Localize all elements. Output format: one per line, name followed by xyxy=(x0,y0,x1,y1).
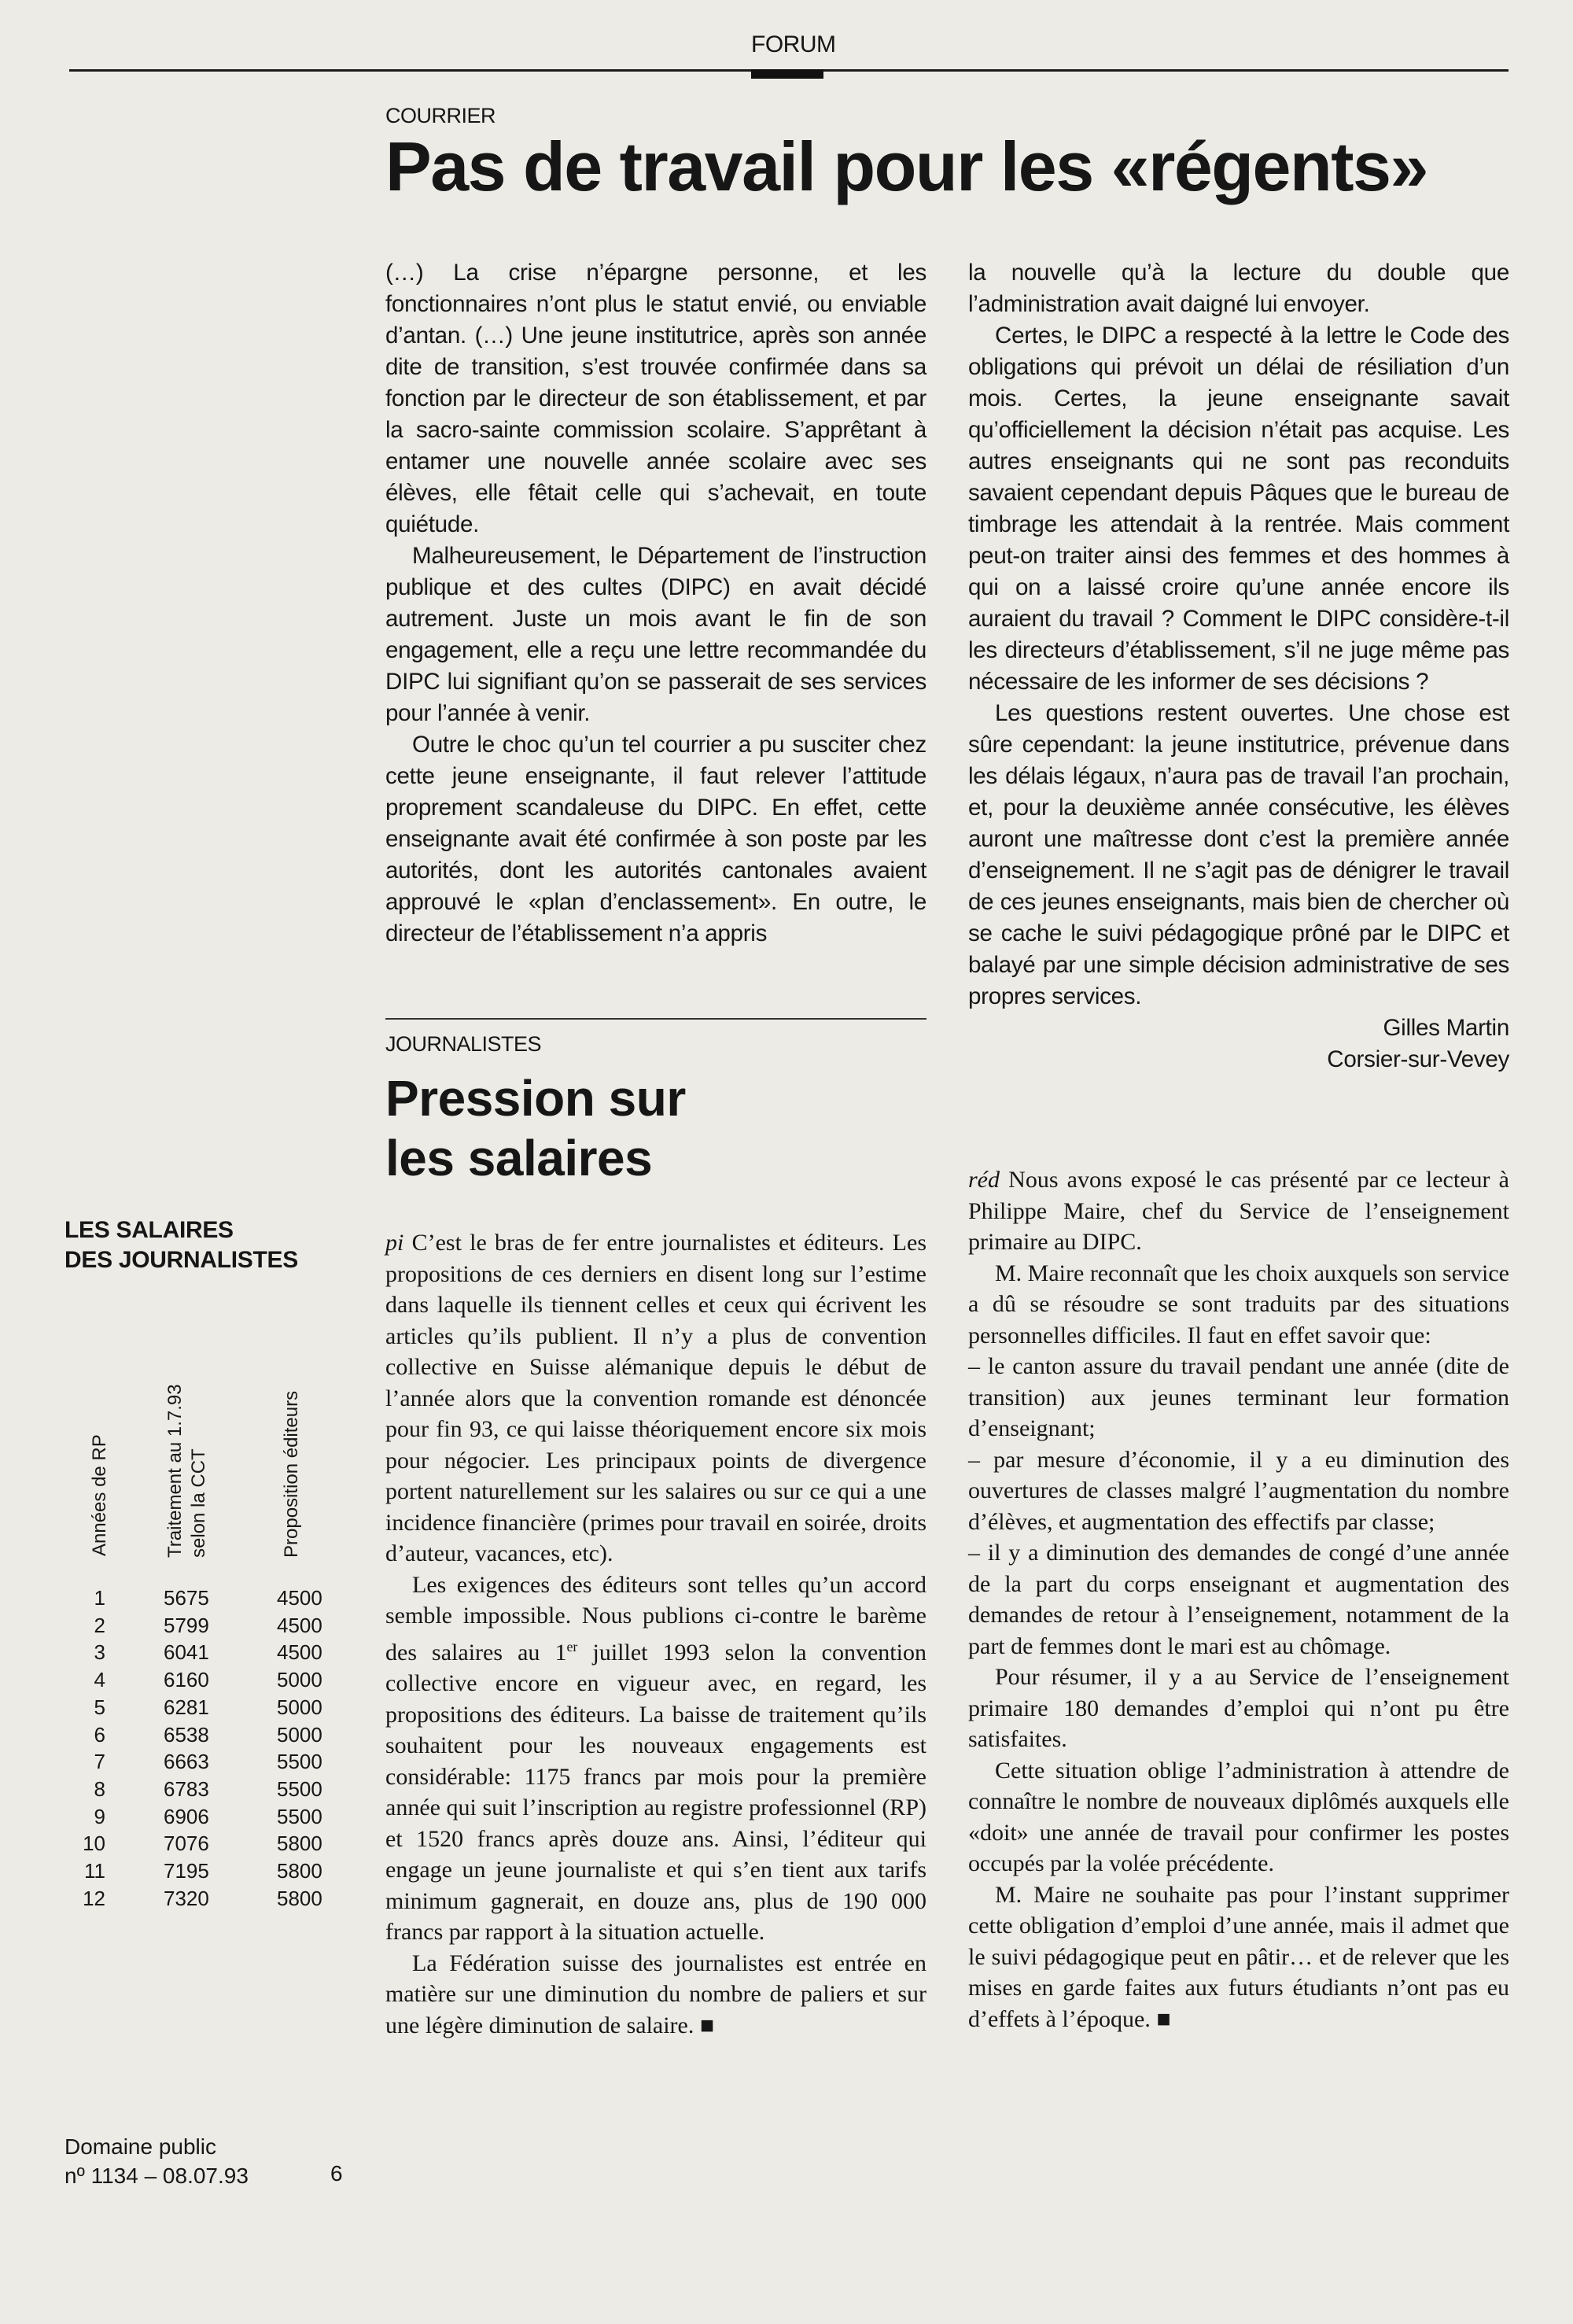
table-row xyxy=(64,1750,348,1776)
editors-proposal-cell: 5800 xyxy=(277,1859,322,1883)
years-cell: 10 xyxy=(83,1832,105,1856)
journalists-paragraph: Les exigences des éditeurs sont telles qu’un accord semble impossible. Nous publions ci-contre le barème des salaires au 1er juillet 1993 selon la convention collective encore en vigueur avec, en regard, les propositions des éditeurs. La baisse de traitement qu’ils souhaitent pour les nouveaux engagements est considérable: 1175 francs par mois pour la première année qui suit l’inscription au registre professionnel (RP) et 1520 francs après douze ans. Ainsi, l’éditeur qui engage un jeune journaliste et qui s’en tient aux tarifs minimum gagnerait, en douze ans, plus de 190 000 francs par rapport à la situation actuelle. xyxy=(385,1571,926,1945)
journalists-tag: pi xyxy=(385,1230,404,1256)
editors-proposal-cell: 5000 xyxy=(277,1722,322,1747)
editors-proposal-cell: 4500 xyxy=(277,1640,322,1665)
editors-proposal-cell: 5000 xyxy=(277,1695,322,1719)
letter-paragraph: (…) La crise n’épargne personne, et les fonctionnaires n’ont plus le statut envié, ou enviable d’antan. (…) Une jeune institutrice, après son année dite de transition, s’est trouvée confirmée dans sa fonction par le directeur de son établissement, et par la sacro-sainte commission scolaire. S’apprêtant à entamer une nouvelle année scolaire avec ses élèves, elle fêtait celle qui s’achevait, en toute quiétude. xyxy=(385,260,926,537)
journalists-paragraph: La Fédération suisse des journalistes est entrée en matière sur une diminution du nombre de paliers et sur une légère diminution de salaire. ■ xyxy=(385,1950,926,2038)
years-cell: 5 xyxy=(94,1695,105,1719)
letter-paragraph: Outre le choc qu’un tel courrier a pu susciter chez cette jeune enseignante, il faut relever l’attitude proprement scandaleuse du DIPC. En effet, cette enseignante avait été confirmée à son poste par les autorités, dont les autorités cantonales avaient approuvé le «plan d’enclassement». En outre, le directeur de l’établissement n’a appris xyxy=(385,732,926,946)
letter-paragraph: Malheureusement, le Département de l’instruction publique et des cultes (DIPC) en avait décidé autrement. Juste un mois avant le fin de son engagement, elle a reçu une lettre recommandée du DIPC lui signifiant qu’on se passerait de ses services pour l’année à venir. xyxy=(385,543,926,726)
table-row xyxy=(64,1586,348,1612)
letter-paragraph: Certes, le DIPC a respecté à la lettre le Code des obligations qui prévoit un délai de résiliation d’un mois. Certes, la jeune enseignante savait qu’officiellement la décision n’était pas acquise. Les autres enseignants qui ne sont pas reconduits savaient cependant depuis Pâques que le bureau de timbrage les attendait à la rentrée. Mais comment peut-on traiter ainsi des femmes et des hommes à qui on a laissé croire qu’une année encore ils auraient du travail ? Comment le DIPC considère-t-il les directeurs d’établissement, s’il ne juge même pas nécessaire de les informer de ses décisions ? xyxy=(968,323,1509,695)
years-cell: 3 xyxy=(94,1640,105,1665)
table-row xyxy=(64,1887,348,1913)
years-cell: 7 xyxy=(94,1750,105,1774)
cct-salary-cell: 7320 xyxy=(164,1886,209,1910)
letter-column-left xyxy=(385,257,926,950)
journalists-column xyxy=(385,1227,926,2041)
section-divider xyxy=(385,1018,926,1020)
response-list-item: – le canton assure du travail pendant une année (dite de transition) aux jeunes terminant leur formation d’enseignant; xyxy=(968,1353,1509,1441)
journalists-title: Pression sur les salaires xyxy=(385,1070,686,1186)
table-row xyxy=(64,1832,348,1857)
response-paragraph: Cette situation oblige l’administration à attendre de connaître le nombre de nouveaux diplômés auxquels elle «doit» une année de travail pour confirmer les postes occupés par la volée précédente. xyxy=(968,1757,1509,1876)
footer xyxy=(64,2132,249,2190)
letter-kicker: COURRIER xyxy=(385,104,496,127)
years-cell: 1 xyxy=(94,1586,105,1610)
years-cell: 2 xyxy=(94,1613,105,1637)
table-row xyxy=(64,1668,348,1694)
page-number: 6 xyxy=(330,2161,343,2186)
table-row xyxy=(64,1614,348,1640)
signature-place: Corsier-sur-Vevey xyxy=(1327,1046,1509,1072)
editors-proposal-cell: 5500 xyxy=(277,1804,322,1828)
cct-salary-cell: 6783 xyxy=(164,1776,209,1801)
editors-proposal-cell: 5800 xyxy=(277,1886,322,1910)
signature-name: Gilles Martin xyxy=(1383,1015,1509,1041)
years-cell: 9 xyxy=(94,1804,105,1828)
letter-title: Pas de travail pour les «régents» xyxy=(385,127,1427,205)
years-cell: 11 xyxy=(84,1859,105,1883)
response-column xyxy=(968,1164,1509,2034)
letter-column-right xyxy=(968,257,1509,1075)
table-row xyxy=(64,1723,348,1749)
table-row xyxy=(64,1777,348,1803)
publication-name: Domaine public xyxy=(64,2134,216,2159)
cct-salary-cell: 7195 xyxy=(164,1859,209,1883)
salary-col-header-years: Années de RP xyxy=(89,1434,110,1556)
response-list-item: – par mesure d’économie, il y a eu diminution des ouvertures de classes malgré l’augmentation du nombre d’élèves, et augmentation des effectifs par classe; xyxy=(968,1446,1509,1535)
editors-proposal-cell: 5500 xyxy=(277,1776,322,1801)
cct-salary-cell: 6663 xyxy=(164,1750,209,1774)
issue-number: nº 1134 – 08.07.93 xyxy=(64,2164,249,2188)
cct-salary-cell: 6160 xyxy=(164,1668,209,1692)
header-tab-marker xyxy=(751,69,823,79)
journalists-lead: pi C’est le bras de fer entre journalistes et éditeurs. Les propositions de ces derniers en disent long sur l’estime dans laquelle ils tiennent celles et ceux qui écrivent les articles qu’ils publient. Il n’y a plus de convention collective en Suisse alémanique depuis le début de l’année alors que la convention romande est dénoncée pour fin 93, ce qui laisse théoriquement encore six mois pour négocier. Les principaux points de divergence portent naturellement sur les salaires ou sur ce qui a une incidence financière (primes pour travail en soirée, droits d’auteur, vacances, etc). xyxy=(385,1230,926,1566)
response-paragraph: M. Maire ne souhaite pas pour l’instant supprimer cette obligation d’emploi d’une année, mais il admet que le suivi pédagogique peut en pâtir… et de relever que les mises en garde faites aux futurs étudiants n’ont pas eu d’effets à l’époque. ■ xyxy=(968,1881,1509,2032)
cct-salary-cell: 6281 xyxy=(164,1695,209,1719)
table-row xyxy=(64,1805,348,1831)
editors-proposal-cell: 5800 xyxy=(277,1832,322,1856)
salary-col-header-cct: Traitement au 1.7.93 selon la CCT xyxy=(164,1384,209,1558)
editors-proposal-cell: 5500 xyxy=(277,1750,322,1774)
cct-salary-cell: 5799 xyxy=(164,1613,209,1637)
salary-col-header-editors: Proposition éditeurs xyxy=(281,1390,302,1558)
cct-salary-cell: 6906 xyxy=(164,1804,209,1828)
table-row xyxy=(64,1695,348,1721)
table-row xyxy=(64,1859,348,1885)
years-cell: 6 xyxy=(94,1722,105,1747)
table-row xyxy=(64,1640,348,1666)
editors-proposal-cell: 5000 xyxy=(277,1668,322,1692)
journalists-kicker: JOURNALISTES xyxy=(385,1032,542,1056)
salary-table-title: LES SALAIRES DES JOURNALISTES xyxy=(64,1217,298,1273)
cct-salary-cell: 6041 xyxy=(164,1640,209,1665)
section-label: FORUM xyxy=(751,31,836,57)
response-list-item: – il y a diminution des demandes de congé d’une année de la part du corps enseignant et augmentation des demandes de retour à l’enseignement, notamment de la part de femmes dont le mari est au chômage. xyxy=(968,1540,1509,1659)
letter-paragraph: la nouvelle qu’à la lecture du double que l’administration avait daigné lui envoyer. xyxy=(968,260,1509,317)
cct-salary-cell: 5675 xyxy=(164,1586,209,1610)
editors-proposal-cell: 4500 xyxy=(277,1613,322,1637)
editors-proposal-cell: 4500 xyxy=(277,1586,322,1610)
response-paragraph: M. Maire reconnaît que les choix auxquels son service a dû se résoudre se sont traduits par des situations personnelles difficiles. Il faut en effet savoir que: xyxy=(968,1260,1509,1348)
letter-paragraph: Les questions restent ouvertes. Une chose est sûre cependant: la jeune institutrice, prévenue dans les délais légaux, n’aura pas de travail l’an prochain, et, pour la deuxième année consécutive, les élèves auront une maîtresse dont c’est la première année d’enseignement. Il ne s’agit pas de dénigrer le travail de ces jeunes enseignants, mais bien de chercher où se cache le suivi pédagogique prôné par le DIPC et balayé par une simple décision administrative de ses propres services. xyxy=(968,700,1509,1009)
years-cell: 4 xyxy=(94,1668,105,1692)
response-paragraph: Pour résumer, il y a au Service de l’enseignement primaire 180 demandes d’emploi qui n’ont pu être satisfaites. xyxy=(968,1664,1509,1752)
response-lead: réd Nous avons exposé le cas présenté par ce lecteur à Philippe Maire, chef du Service de l’enseignement primaire au DIPC. xyxy=(968,1167,1509,1255)
years-cell: 12 xyxy=(83,1886,105,1910)
years-cell: 8 xyxy=(94,1776,105,1801)
cct-salary-cell: 6538 xyxy=(164,1722,209,1747)
response-tag: réd xyxy=(968,1167,1000,1193)
cct-salary-cell: 7076 xyxy=(164,1832,209,1856)
